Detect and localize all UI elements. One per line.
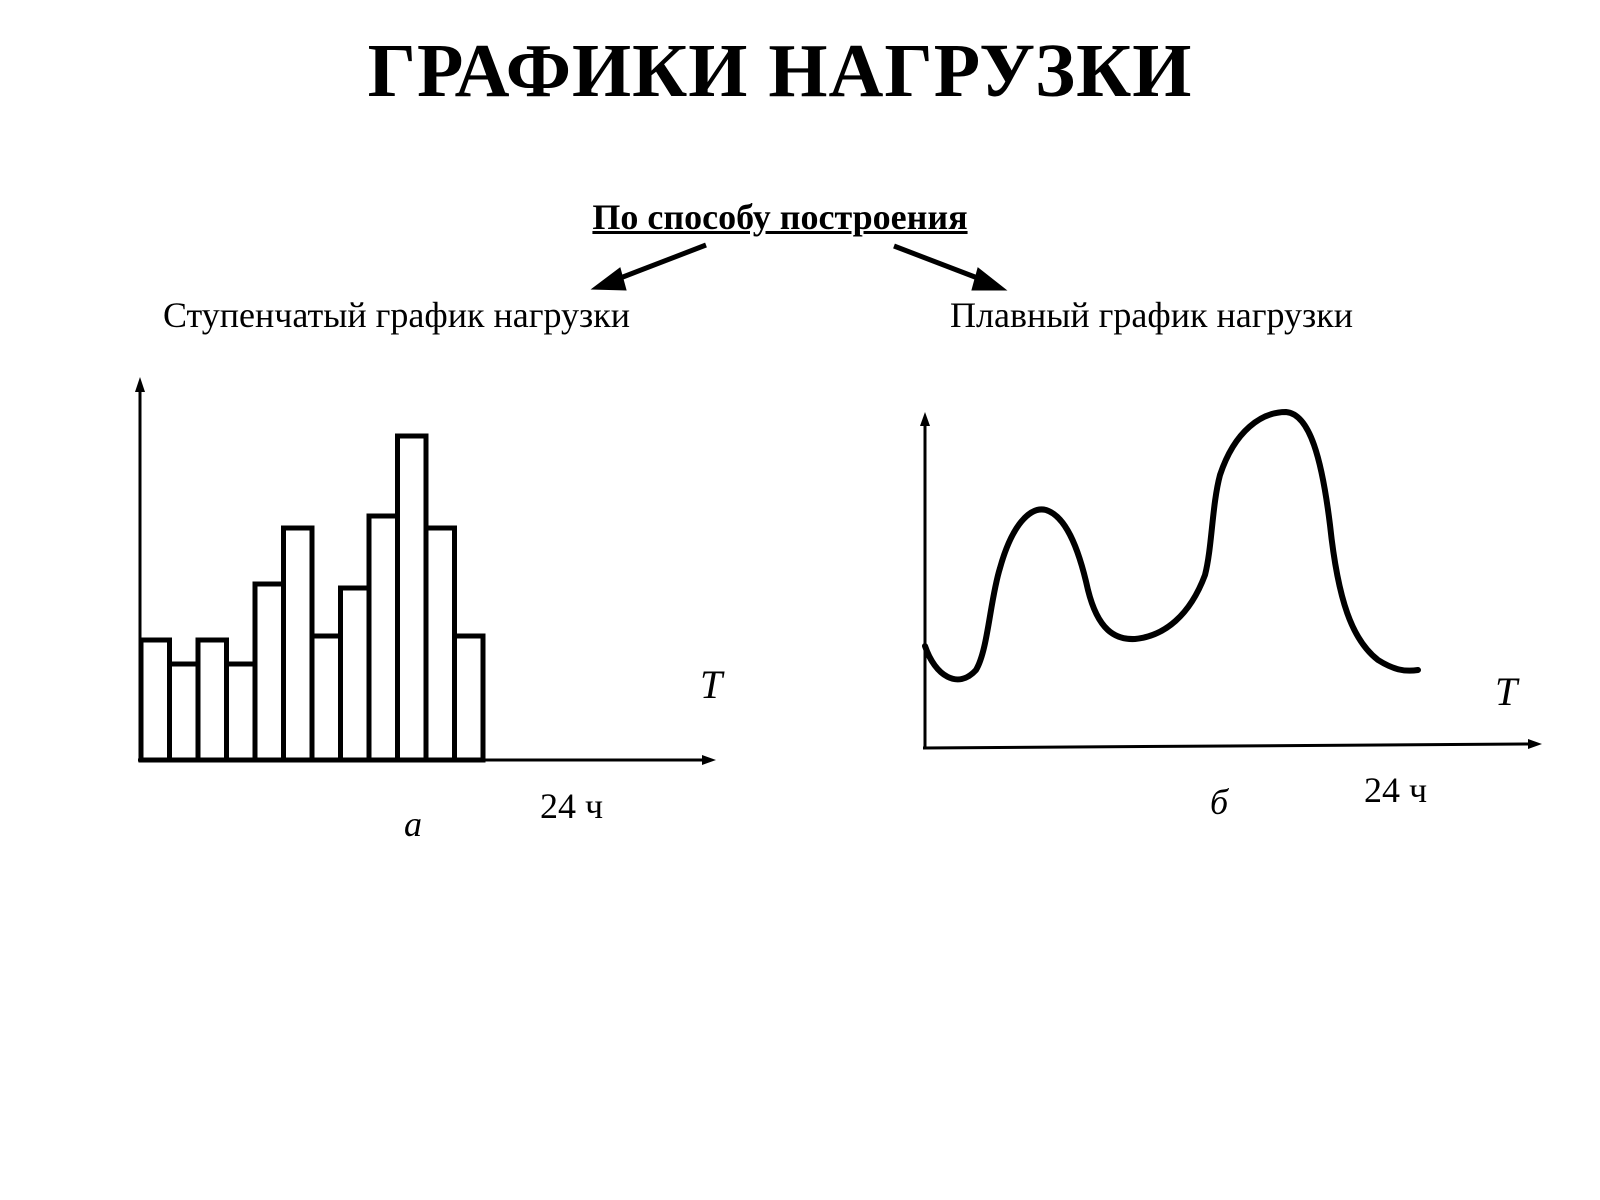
step-chart-label: Ступенчатый график нагрузки bbox=[163, 295, 630, 335]
step-chart-x-arrowhead bbox=[702, 755, 716, 765]
step-bar bbox=[141, 640, 170, 760]
classification-heading: По способу построения bbox=[592, 197, 968, 237]
right-arrow-head bbox=[972, 268, 1006, 290]
step-bar bbox=[312, 636, 341, 760]
step-bar bbox=[284, 528, 313, 760]
step-chart-y-arrowhead bbox=[135, 377, 145, 392]
smooth-chart-caption: б bbox=[1210, 782, 1229, 822]
step-chart-caption: а bbox=[404, 804, 422, 844]
step-bar bbox=[227, 664, 256, 760]
step-chart-t-label: T bbox=[700, 662, 723, 707]
left-arrow bbox=[610, 245, 706, 282]
smooth-chart-t-label: T bbox=[1495, 669, 1518, 714]
smooth-chart-24h-label: 24 ч bbox=[1364, 770, 1428, 810]
smooth-chart-x-axis bbox=[923, 744, 1530, 748]
smooth-chart-label: Плавный график нагрузки bbox=[950, 295, 1353, 335]
smooth-load-curve bbox=[925, 412, 1418, 679]
page-title: ГРАФИКИ НАГРУЗКИ bbox=[367, 29, 1193, 113]
right-arrow bbox=[894, 246, 988, 282]
step-bar bbox=[341, 588, 370, 760]
step-chart bbox=[135, 377, 725, 844]
step-bar bbox=[170, 664, 199, 760]
step-bar bbox=[398, 436, 427, 760]
step-chart-bars bbox=[141, 436, 483, 760]
smooth-chart-y-arrowhead bbox=[920, 412, 930, 426]
step-chart-24h-label: 24 ч bbox=[540, 786, 604, 826]
smooth-chart-x-arrowhead bbox=[1528, 739, 1542, 749]
smooth-chart bbox=[920, 412, 1542, 822]
step-bar bbox=[198, 640, 227, 760]
step-bar bbox=[455, 636, 484, 760]
left-arrow-head bbox=[592, 268, 626, 290]
step-bar bbox=[426, 528, 455, 760]
branch-arrows bbox=[592, 245, 1006, 290]
step-bar bbox=[369, 516, 398, 760]
step-bar bbox=[255, 584, 284, 760]
